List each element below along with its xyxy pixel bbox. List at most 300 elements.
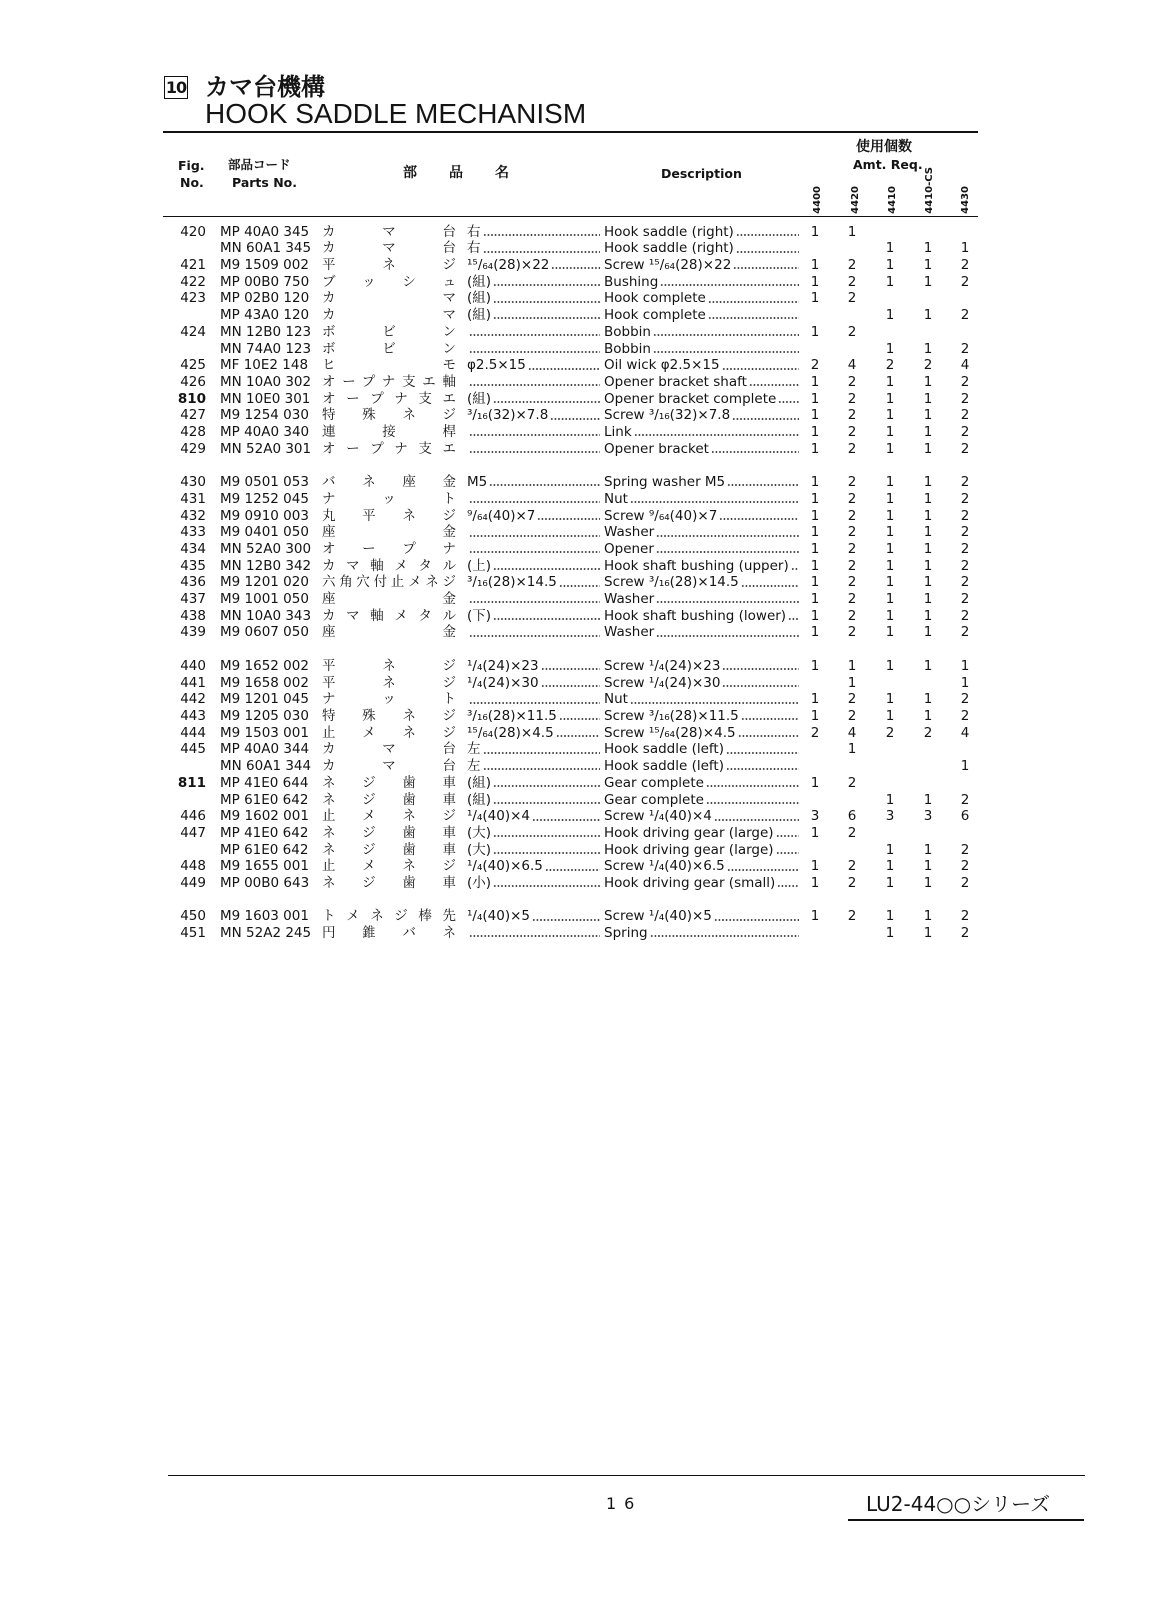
qty-4430: 2 <box>960 340 970 357</box>
parts-number: M9 1603 001 <box>220 908 309 925</box>
part-description-text: Screw ¹/₄(24)×23 <box>604 657 721 674</box>
dot-leader <box>650 935 799 937</box>
qty-4410-CS: 1 <box>923 440 933 457</box>
qty-4400: 1 <box>810 474 820 491</box>
part-description <box>604 441 799 458</box>
part-spec-text: (組) <box>467 390 492 407</box>
part-description <box>604 274 799 291</box>
part-description-text: Washer <box>604 624 655 641</box>
dot-leader <box>722 668 799 670</box>
qty-4400: 1 <box>810 540 820 557</box>
part-description <box>604 240 799 257</box>
part-name-ja: ト メ ネ ジ 棒 先 <box>322 908 456 925</box>
dot-leader <box>630 702 799 704</box>
part-spec <box>467 741 600 758</box>
qty-4410-CS: 1 <box>923 240 933 257</box>
dot-leader <box>656 635 799 637</box>
dot-leader <box>741 585 799 587</box>
qty-4420 <box>842 842 862 859</box>
part-spec <box>467 541 600 558</box>
part-name-ja: バ ネ 座 金 <box>322 474 456 491</box>
model-label: 4410-CS <box>924 167 935 214</box>
qty-4420: 2 <box>847 875 857 892</box>
qty-4420: 2 <box>847 273 857 290</box>
table-row <box>0 574 1000 591</box>
dot-leader <box>493 835 600 837</box>
part-name-ja: ネ ジ 歯 車 <box>322 841 456 858</box>
parts-number: MP 00B0 750 <box>220 273 310 290</box>
part-description <box>604 491 799 508</box>
qty-4420: 2 <box>847 440 857 457</box>
dot-leader <box>776 852 799 854</box>
dot-leader <box>741 718 799 720</box>
part-name-ja: オ ー プ ナ <box>322 540 456 557</box>
parts-number: M9 1509 002 <box>220 257 309 273</box>
part-description <box>604 925 799 942</box>
fig-number: 438 <box>180 607 206 624</box>
qty-4410-CS: 1 <box>923 257 933 273</box>
fig-number <box>166 307 206 324</box>
qty-4400 <box>805 307 825 324</box>
dot-leader <box>483 234 601 236</box>
qty-4410: 1 <box>885 841 895 858</box>
fig-number: 445 <box>180 741 206 758</box>
part-spec <box>467 391 600 408</box>
part-name-ja: オープナ支エ軸 <box>322 373 456 390</box>
dot-leader <box>559 585 600 587</box>
qty-4410: 1 <box>885 624 895 641</box>
dot-leader <box>776 835 799 837</box>
dot-leader <box>532 819 600 821</box>
qty-4410: 1 <box>885 257 895 273</box>
qty-4420: 2 <box>847 474 857 491</box>
qty-4430 <box>955 290 975 307</box>
qty-4410: 1 <box>885 858 895 875</box>
part-spec-text: ¹⁵/₆₄(28)×4.5 <box>467 724 554 741</box>
parts-number: MP 61E0 642 <box>220 791 309 808</box>
qty-4410-CS <box>918 741 938 758</box>
qty-4420: 2 <box>847 290 857 307</box>
group-spacer <box>0 457 1000 474</box>
dot-leader <box>493 885 600 887</box>
qty-4410: 1 <box>885 574 895 591</box>
parts-number: M9 1205 030 <box>220 707 309 724</box>
part-name-ja: カ マ 軸 メ タ ル <box>322 557 456 574</box>
fig-number: 427 <box>180 407 206 424</box>
qty-4430: 1 <box>960 657 970 674</box>
part-spec-text: φ2.5×15 <box>467 357 526 374</box>
table-row <box>0 842 1000 859</box>
part-description-text: Hook shaft bushing (lower) <box>604 607 787 624</box>
part-spec-text: M5 <box>467 474 488 491</box>
dot-leader <box>653 334 799 336</box>
part-spec-text: (大) <box>467 841 492 858</box>
part-description <box>604 224 799 241</box>
part-spec <box>467 875 600 892</box>
qty-4410-CS: 1 <box>923 424 933 441</box>
fig-number: 439 <box>180 624 206 641</box>
qty-4410-CS: 1 <box>923 373 933 390</box>
model-label: 4400 <box>812 186 823 214</box>
parts-number: M9 1201 020 <box>220 574 309 591</box>
part-spec-text: ¹/₄(40)×6.5 <box>467 858 543 875</box>
qty-4420: 2 <box>847 574 857 591</box>
qty-4400 <box>805 758 825 775</box>
fig-number: 451 <box>180 925 206 942</box>
qty-4400: 1 <box>810 440 820 457</box>
qty-4420: 2 <box>847 858 857 875</box>
parts-number: M9 1254 030 <box>220 407 309 424</box>
dot-leader <box>493 284 600 286</box>
fig-number: 430 <box>180 474 206 491</box>
part-description-text: Bushing <box>604 273 659 290</box>
qty-4410-CS: 1 <box>923 657 933 674</box>
part-description-text: Nut <box>604 490 628 507</box>
part-spec-text: 右 <box>467 240 481 257</box>
part-description <box>604 808 799 825</box>
qty-4420: 2 <box>847 707 857 724</box>
part-name-ja: 止 メ ネ ジ <box>322 724 456 741</box>
part-name-ja: オ ー プ ナ 支 エ <box>322 440 456 457</box>
table-row <box>0 424 1000 441</box>
model-header-4400 <box>811 168 825 214</box>
dot-leader <box>732 418 799 420</box>
fig-number: 422 <box>180 273 206 290</box>
qty-4420: 6 <box>847 808 857 825</box>
parts-number: M9 0501 053 <box>220 474 309 491</box>
part-description-text: Washer <box>604 524 655 541</box>
header-rule <box>163 216 978 217</box>
qty-4420: 1 <box>847 223 857 240</box>
part-description-text: Screw ¹⁵/₆₄(28)×4.5 <box>604 724 736 741</box>
table-row <box>0 391 1000 408</box>
part-name-ja: 六角穴付止メネジ <box>322 574 456 591</box>
qty-4400: 1 <box>810 607 820 624</box>
part-spec-text: ¹/₄(40)×5 <box>467 908 530 925</box>
qty-4410-CS: 1 <box>923 624 933 641</box>
part-description-text: Screw ⁹/₆₄(40)×7 <box>604 507 718 524</box>
part-description <box>604 474 799 491</box>
part-spec <box>467 341 600 358</box>
part-spec <box>467 758 600 775</box>
qty-4410: 1 <box>885 407 895 424</box>
part-name-ja: 特 殊 ネ ジ <box>322 407 456 424</box>
table-row <box>0 608 1000 625</box>
qty-4430: 2 <box>960 440 970 457</box>
qty-4420: 2 <box>847 407 857 424</box>
part-spec <box>467 357 600 374</box>
table-row <box>0 257 1000 274</box>
qty-4430: 4 <box>960 357 970 374</box>
table-row <box>0 240 1000 257</box>
fig-number: 429 <box>180 440 206 457</box>
table-row <box>0 875 1000 892</box>
qty-4430 <box>955 324 975 341</box>
qty-4410-CS: 1 <box>923 474 933 491</box>
qty-4420 <box>842 307 862 324</box>
part-spec-text: (上) <box>467 557 492 574</box>
parts-number: M9 1252 045 <box>220 490 309 507</box>
dot-leader <box>634 434 799 436</box>
dot-leader <box>493 618 600 620</box>
table-row <box>0 708 1000 725</box>
qty-4410-CS <box>918 324 938 341</box>
part-description <box>604 842 799 859</box>
part-description-text: Hook driving gear (large) <box>604 841 774 858</box>
part-spec <box>467 908 600 925</box>
qty-4420 <box>842 758 862 775</box>
fig-number: 449 <box>180 875 206 892</box>
dot-leader <box>469 635 600 637</box>
part-description-text: Bobbin <box>604 340 651 357</box>
part-description <box>604 424 799 441</box>
qty-4430: 2 <box>960 691 970 708</box>
qty-4410 <box>880 675 900 692</box>
header-description: Description <box>661 166 742 181</box>
fig-number: 448 <box>180 858 206 875</box>
dot-leader <box>545 869 600 871</box>
dot-leader <box>656 551 799 553</box>
qty-4410-CS: 2 <box>923 357 933 374</box>
table-row <box>0 491 1000 508</box>
header-amount-en: Amt. Req. <box>853 157 923 172</box>
parts-number: MP 02B0 120 <box>220 290 310 307</box>
fig-number: 433 <box>180 524 206 541</box>
part-description-text: Screw ¹/₄(40)×6.5 <box>604 858 725 875</box>
dot-leader <box>738 735 799 737</box>
dot-leader <box>469 601 600 603</box>
qty-4430: 2 <box>960 524 970 541</box>
qty-4400 <box>805 341 825 358</box>
qty-4420: 1 <box>847 741 857 758</box>
part-description <box>604 407 799 424</box>
dot-leader <box>714 919 799 921</box>
qty-4430: 2 <box>960 407 970 424</box>
qty-4430: 2 <box>960 507 970 524</box>
qty-4420: 2 <box>847 323 857 340</box>
part-spec <box>467 691 600 708</box>
dot-leader <box>708 301 799 303</box>
table-row <box>0 357 1000 374</box>
part-spec <box>467 792 600 809</box>
part-name-ja: 止 メ ネ ジ <box>322 808 456 825</box>
part-description-text: Washer <box>604 591 655 608</box>
qty-4400: 1 <box>810 257 820 273</box>
qty-4410: 1 <box>885 557 895 574</box>
fig-number <box>166 792 206 809</box>
group-spacer <box>0 892 1000 909</box>
qty-4410: 1 <box>885 657 895 674</box>
header-code-ja: 部品コード <box>228 157 291 172</box>
part-spec <box>467 658 600 675</box>
qty-4410-CS: 3 <box>923 808 933 825</box>
qty-4410-CS: 1 <box>923 925 933 942</box>
qty-4410: 1 <box>885 240 895 257</box>
qty-4400: 1 <box>810 691 820 708</box>
part-spec-text: (組) <box>467 273 492 290</box>
qty-4430: 1 <box>960 674 970 691</box>
part-description-text: Hook complete <box>604 307 706 324</box>
part-spec-text: (組) <box>467 774 492 791</box>
part-description <box>604 290 799 307</box>
qty-4430: 2 <box>960 707 970 724</box>
qty-4420: 2 <box>847 908 857 925</box>
qty-4400 <box>805 741 825 758</box>
part-spec <box>467 240 600 257</box>
part-description <box>604 792 799 809</box>
qty-4430: 6 <box>960 808 970 825</box>
part-name-ja: オ ー プ ナ 支 エ <box>322 390 456 407</box>
fig-number: 421 <box>180 257 206 273</box>
fig-number <box>166 758 206 775</box>
dot-leader <box>541 668 600 670</box>
part-description <box>604 591 799 608</box>
qty-4400: 1 <box>810 574 820 591</box>
qty-4420 <box>842 792 862 809</box>
qty-4420: 1 <box>847 674 857 691</box>
part-spec-text: (大) <box>467 824 492 841</box>
qty-4400: 3 <box>810 808 820 825</box>
part-description <box>604 324 799 341</box>
qty-4420 <box>842 341 862 358</box>
qty-4410: 1 <box>885 507 895 524</box>
qty-4410: 1 <box>885 591 895 608</box>
part-spec-text: (組) <box>467 791 492 808</box>
part-description-text: Oil wick φ2.5×15 <box>604 357 720 374</box>
qty-4420: 2 <box>847 424 857 441</box>
qty-4400: 1 <box>810 824 820 841</box>
parts-number: MP 43A0 120 <box>220 307 310 324</box>
qty-4400: 1 <box>810 557 820 574</box>
qty-4430: 2 <box>960 791 970 808</box>
qty-4430: 2 <box>960 875 970 892</box>
qty-4410-CS: 1 <box>923 507 933 524</box>
table-row <box>0 341 1000 358</box>
part-name-ja: 連 接 桿 <box>322 424 456 441</box>
header-parts-no: Parts No. <box>232 175 297 190</box>
qty-4410-CS: 1 <box>923 607 933 624</box>
part-name-ja: カ マ 台 <box>322 223 456 240</box>
part-description <box>604 691 799 708</box>
qty-4400: 1 <box>810 875 820 892</box>
qty-4410-CS: 1 <box>923 841 933 858</box>
qty-4430 <box>955 224 975 241</box>
qty-4410-CS: 2 <box>923 724 933 741</box>
table-row <box>0 324 1000 341</box>
part-spec <box>467 624 600 641</box>
fig-number <box>166 341 206 358</box>
series-underline <box>848 1519 1084 1521</box>
part-description <box>604 758 799 775</box>
dot-leader <box>493 401 600 403</box>
part-spec-text: ¹/₄(24)×30 <box>467 674 539 691</box>
part-spec-text: (組) <box>467 307 492 324</box>
table-row <box>0 307 1000 324</box>
title-rule <box>163 131 978 133</box>
table-row <box>0 758 1000 775</box>
qty-4410: 1 <box>885 524 895 541</box>
parts-number: M9 0401 050 <box>220 524 309 541</box>
qty-4410 <box>880 825 900 842</box>
part-spec <box>467 591 600 608</box>
qty-4400: 1 <box>810 707 820 724</box>
qty-4410: 1 <box>885 273 895 290</box>
qty-4410: 1 <box>885 440 895 457</box>
section-title-ja: カマ台機構 <box>205 73 325 101</box>
table-row <box>0 374 1000 391</box>
qty-4420: 2 <box>847 591 857 608</box>
part-spec-text: ⁹/₆₄(40)×7 <box>467 507 536 524</box>
qty-4430: 2 <box>960 624 970 641</box>
part-spec-text: (下) <box>467 607 492 624</box>
header-no: No. <box>180 175 204 190</box>
dot-leader <box>493 301 600 303</box>
qty-4400: 1 <box>810 223 820 240</box>
part-name-ja: カ マ 台 <box>322 741 456 758</box>
dot-leader <box>726 752 799 754</box>
part-spec <box>467 307 600 324</box>
parts-number: MP 40A0 344 <box>220 741 310 758</box>
part-spec-text: ³/₁₆(32)×7.8 <box>467 407 549 424</box>
part-description-text: Hook saddle (right) <box>604 240 734 257</box>
qty-4420: 1 <box>847 657 857 674</box>
dot-leader <box>469 334 600 336</box>
dot-leader <box>541 685 600 687</box>
qty-4420: 2 <box>847 490 857 507</box>
table-row <box>0 224 1000 241</box>
fig-number: 443 <box>180 707 206 724</box>
table-row <box>0 407 1000 424</box>
dot-leader <box>532 919 600 921</box>
qty-4410 <box>880 775 900 792</box>
qty-4420 <box>842 925 862 942</box>
qty-4410: 1 <box>885 340 895 357</box>
part-spec-text: 右 <box>467 223 481 240</box>
table-row <box>0 792 1000 809</box>
parts-number: MN 12B0 123 <box>220 323 312 340</box>
footer-rule <box>168 1475 1085 1476</box>
qty-4410: 1 <box>885 390 895 407</box>
fig-number: 420 <box>180 223 206 240</box>
part-description-text: Hook shaft bushing (upper) <box>604 557 789 574</box>
dot-leader <box>706 802 799 804</box>
dot-leader <box>469 351 600 353</box>
header-amount-ja: 使用個数 <box>856 139 912 155</box>
dot-leader <box>708 317 799 319</box>
table-row <box>0 675 1000 692</box>
part-description-text: Bobbin <box>604 323 651 340</box>
parts-number: MP 61E0 642 <box>220 841 309 858</box>
qty-4410 <box>880 290 900 307</box>
qty-4410-CS: 1 <box>923 524 933 541</box>
fig-number: 428 <box>180 424 206 441</box>
part-spec-text: (組) <box>467 290 492 307</box>
model-label: 4410 <box>887 186 898 214</box>
part-description-text: Screw ³/₁₆(28)×11.5 <box>604 707 739 724</box>
dot-leader <box>722 368 799 370</box>
part-spec <box>467 574 600 591</box>
qty-4430: 4 <box>960 724 970 741</box>
parts-number: M9 1503 001 <box>220 724 309 741</box>
qty-4400: 1 <box>810 591 820 608</box>
qty-4400: 1 <box>810 774 820 791</box>
parts-number: MN 74A0 123 <box>220 340 312 357</box>
part-spec <box>467 825 600 842</box>
qty-4400: 2 <box>810 357 820 374</box>
qty-4430: 2 <box>960 574 970 591</box>
part-name-ja: 平 ネ ジ <box>322 257 456 273</box>
qty-4430 <box>955 741 975 758</box>
